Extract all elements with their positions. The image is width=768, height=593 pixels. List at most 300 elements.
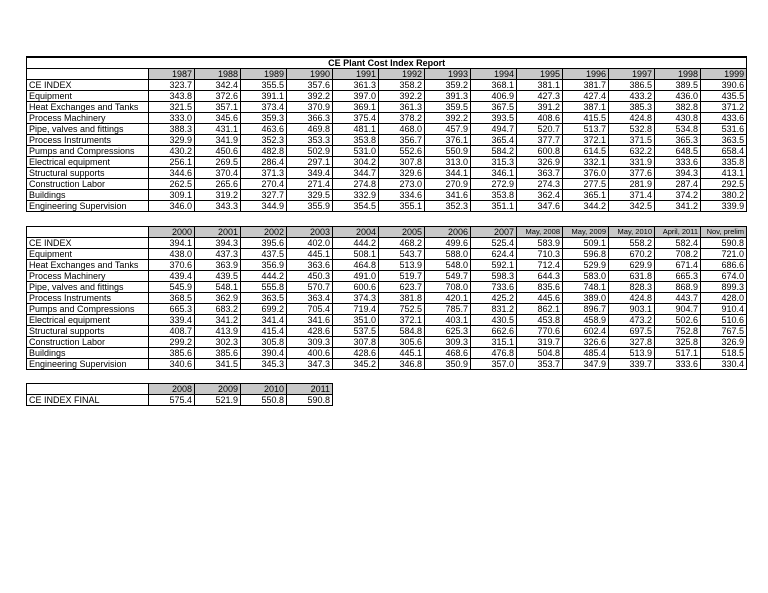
column-header: 1989 [241,69,287,80]
table-row [27,179,747,190]
data-cell: 389.5 [655,80,701,91]
column-header: 2000 [149,227,195,238]
data-cell: 752.8 [655,326,701,337]
data-cell: 299.2 [149,337,195,348]
data-cell: 358.2 [379,80,425,91]
data-cell: 413.9 [195,326,241,337]
data-cell: 333.0 [149,113,195,124]
data-cell: 708.0 [425,282,471,293]
data-cell: 583.0 [563,271,609,282]
column-header: 2006 [425,227,471,238]
data-cell: 525.4 [471,238,517,249]
data-cell: 430.8 [655,113,701,124]
row-label: Pumps and Compressions [27,304,149,315]
data-cell: 304.2 [333,157,379,168]
data-cell: 424.8 [609,113,655,124]
data-cell: 600.8 [517,146,563,157]
data-cell: 347.9 [563,359,609,370]
data-cell: 710.3 [517,249,563,260]
data-cell: 534.8 [655,124,701,135]
data-cell: 513.9 [379,260,425,271]
data-cell: 381.8 [379,293,425,304]
report-title-row [27,57,747,69]
data-cell: 323.7 [149,80,195,91]
data-cell: 509.1 [563,238,609,249]
data-cell: 370.9 [287,102,333,113]
data-cell: 433.2 [609,91,655,102]
data-cell: 431.1 [195,124,241,135]
data-cell: 469.8 [287,124,333,135]
data-cell: 370.4 [195,168,241,179]
row-label: CE INDEX [27,80,149,91]
data-cell: 518.5 [701,348,747,359]
data-cell: 671.4 [655,260,701,271]
table-row [27,395,333,406]
data-cell: 502.6 [655,315,701,326]
data-cell: 309.3 [425,337,471,348]
column-header: 2008 [149,384,195,395]
column-header: May, 2010 [609,227,655,238]
data-cell: 341.5 [195,359,241,370]
data-cell: 590.8 [287,395,333,406]
column-header: 1990 [287,69,333,80]
data-cell: 353.8 [333,135,379,146]
data-cell: 548.1 [195,282,241,293]
data-cell: 415.4 [241,326,287,337]
data-cell: 272.9 [471,179,517,190]
data-cell: 380.2 [701,190,747,201]
data-cell: 531.0 [333,146,379,157]
data-cell: 347.3 [287,359,333,370]
data-cell: 391.1 [241,91,287,102]
report-title: CE Plant Cost Index Report [27,57,747,69]
data-cell: 896.7 [563,304,609,315]
data-cell: 445.6 [517,293,563,304]
data-cell: 378.2 [379,113,425,124]
column-header: 2007 [471,227,517,238]
data-cell: 341.2 [655,201,701,212]
data-cell: 356.7 [379,135,425,146]
data-cell: 369.1 [333,102,379,113]
row-label: Process Machinery [27,271,149,282]
data-cell: 334.6 [379,190,425,201]
data-cell: 339.9 [701,201,747,212]
row-label: Construction Labor [27,337,149,348]
row-label: Structural supports [27,168,149,179]
data-cell: 269.5 [195,157,241,168]
header-blank-cell [27,69,149,80]
data-cell: 903.1 [609,304,655,315]
data-cell: 468.6 [425,348,471,359]
data-cell: 520.7 [517,124,563,135]
data-cell: 345.3 [241,359,287,370]
data-cell: 582.4 [655,238,701,249]
data-cell: 438.0 [149,249,195,260]
data-cell: 648.5 [655,146,701,157]
data-cell: 359.2 [425,80,471,91]
row-label: Engineering Supervision [27,201,149,212]
data-cell: 373.4 [241,102,287,113]
data-cell: 262.5 [149,179,195,190]
data-cell: 292.5 [701,179,747,190]
data-cell: 327.7 [241,190,287,201]
data-cell: 481.1 [333,124,379,135]
data-cell: 327.8 [609,337,655,348]
data-cell: 904.7 [655,304,701,315]
data-cell: 491.0 [333,271,379,282]
data-cell: 351.0 [333,315,379,326]
column-header: 1996 [563,69,609,80]
data-cell: 388.3 [149,124,195,135]
data-cell: 315.3 [471,157,517,168]
data-cell: 362.4 [517,190,563,201]
data-cell: 624.4 [471,249,517,260]
data-cell: 623.7 [379,282,425,293]
data-cell: 305.8 [241,337,287,348]
data-cell: 402.0 [287,238,333,249]
data-cell: 453.8 [517,315,563,326]
data-cell: 439.4 [149,271,195,282]
data-cell: 548.0 [425,260,471,271]
data-cell: 307.8 [333,337,379,348]
row-label: Pipe, valves and fittings [27,124,149,135]
data-cell: 457.9 [425,124,471,135]
data-cell: 785.7 [425,304,471,315]
data-cell: 631.8 [609,271,655,282]
data-cell: 427.3 [517,91,563,102]
data-cell: 862.1 [517,304,563,315]
data-cell: 513.7 [563,124,609,135]
data-cell: 555.8 [241,282,287,293]
data-cell: 350.9 [425,359,471,370]
header-row [27,69,747,80]
data-cell: 644.3 [517,271,563,282]
data-cell: 391.3 [425,91,471,102]
data-cell: 444.2 [241,271,287,282]
data-cell: 357.0 [471,359,517,370]
data-cell: 697.5 [609,326,655,337]
data-cell: 365.3 [655,135,701,146]
data-cell: 326.6 [563,337,609,348]
data-cell: 365.1 [563,190,609,201]
data-cell: 368.5 [149,293,195,304]
data-cell: 363.7 [517,168,563,179]
table-row [27,146,747,157]
table-row [27,359,747,370]
data-cell: 583.9 [517,238,563,249]
data-cell: 550.8 [241,395,287,406]
data-cell: 355.1 [379,201,425,212]
data-cell: 372.1 [379,315,425,326]
data-cell: 381.1 [517,80,563,91]
data-cell: 376.1 [425,135,471,146]
table-row [27,271,747,282]
data-cell: 341.4 [241,315,287,326]
data-cell: 552.6 [379,146,425,157]
column-header: May, 2009 [563,227,609,238]
data-cell: 309.3 [287,337,333,348]
data-cell: 286.4 [241,157,287,168]
data-cell: 344.7 [333,168,379,179]
data-cell: 468.2 [379,238,425,249]
column-header: 1994 [471,69,517,80]
data-cell: 450.6 [195,146,241,157]
data-cell: 332.1 [563,157,609,168]
data-cell: 363.5 [241,293,287,304]
row-label: Process Instruments [27,135,149,146]
data-cell: 281.9 [609,179,655,190]
column-header: 2002 [241,227,287,238]
table-row [27,113,747,124]
data-cell: 270.4 [241,179,287,190]
data-cell: 347.6 [517,201,563,212]
column-header: 1991 [333,69,379,80]
row-label: Heat Exchanges and Tanks [27,260,149,271]
data-cell: 408.6 [517,113,563,124]
data-cell: 371.5 [609,135,655,146]
data-cell: 494.7 [471,124,517,135]
data-cell: 767.5 [701,326,747,337]
data-cell: 357.6 [287,80,333,91]
data-cell: 708.2 [655,249,701,260]
column-header: 2010 [241,384,287,395]
data-cell: 370.6 [149,260,195,271]
data-cell: 331.9 [609,157,655,168]
column-header: 1995 [517,69,563,80]
data-cell: 326.9 [517,157,563,168]
data-cell: 437.3 [195,249,241,260]
data-cell: 598.3 [471,271,517,282]
data-cell: 385.3 [609,102,655,113]
data-cell: 549.7 [425,271,471,282]
data-cell: 392.2 [379,91,425,102]
data-cell: 270.9 [425,179,471,190]
data-cell: 333.6 [655,157,701,168]
data-cell: 674.0 [701,271,747,282]
data-cell: 550.9 [425,146,471,157]
data-cell: 482.8 [241,146,287,157]
column-header: 1998 [655,69,701,80]
data-cell: 392.2 [425,113,471,124]
data-cell: 570.7 [287,282,333,293]
cost-index-table-1987-1999 [26,56,747,212]
data-cell: 502.9 [287,146,333,157]
data-cell: 428.6 [333,348,379,359]
data-cell: 390.6 [701,80,747,91]
data-cell: 305.6 [379,337,425,348]
data-cell: 354.5 [333,201,379,212]
table-row [27,157,747,168]
header-row [27,227,747,238]
data-cell: 532.8 [609,124,655,135]
data-cell: 529.9 [563,260,609,271]
row-label: Buildings [27,190,149,201]
data-cell: 321.5 [149,102,195,113]
table-row [27,282,747,293]
data-cell: 363.9 [195,260,241,271]
data-cell: 345.6 [195,113,241,124]
data-cell: 374.3 [333,293,379,304]
header-row [27,384,333,395]
row-label: Pumps and Compressions [27,146,149,157]
data-cell: 346.8 [379,359,425,370]
data-cell: 721.0 [701,249,747,260]
row-label: Heat Exchanges and Tanks [27,102,149,113]
data-cell: 352.3 [425,201,471,212]
data-cell: 382.8 [655,102,701,113]
data-cell: 519.7 [379,271,425,282]
data-cell: 537.5 [333,326,379,337]
data-cell: 274.8 [333,179,379,190]
data-cell: 385.6 [195,348,241,359]
data-cell: 733.6 [471,282,517,293]
data-cell: 625.3 [425,326,471,337]
data-cell: 719.4 [333,304,379,315]
data-cell: 376.0 [563,168,609,179]
data-cell: 374.2 [655,190,701,201]
table-row [27,304,747,315]
data-cell: 712.4 [517,260,563,271]
data-cell: 389.0 [563,293,609,304]
column-header: 1997 [609,69,655,80]
data-cell: 391.2 [517,102,563,113]
data-cell: 430.5 [471,315,517,326]
data-cell: 345.2 [333,359,379,370]
data-cell: 344.2 [563,201,609,212]
data-cell: 427.4 [563,91,609,102]
row-label: Buildings [27,348,149,359]
data-cell: 381.7 [563,80,609,91]
data-cell: 371.4 [609,190,655,201]
data-cell: 424.8 [609,293,655,304]
row-label: Electrical equipment [27,315,149,326]
data-cell: 287.4 [655,179,701,190]
data-cell: 543.7 [379,249,425,260]
data-cell: 313.0 [425,157,471,168]
data-cell: 355.5 [241,80,287,91]
data-cell: 329.9 [149,135,195,146]
data-cell: 341.6 [425,190,471,201]
data-cell: 476.8 [471,348,517,359]
data-cell: 835.6 [517,282,563,293]
table-row [27,80,747,91]
data-cell: 265.6 [195,179,241,190]
data-cell: 362.9 [195,293,241,304]
data-cell: 340.6 [149,359,195,370]
column-header: 2011 [287,384,333,395]
table-row [27,293,747,304]
data-cell: 458.9 [563,315,609,326]
data-cell: 351.1 [471,201,517,212]
table-row [27,190,747,201]
row-label: Process Instruments [27,293,149,304]
row-label: Equipment [27,91,149,102]
data-cell: 686.6 [701,260,747,271]
data-cell: 665.3 [149,304,195,315]
row-label: CE INDEX FINAL [27,395,149,406]
data-cell: 705.4 [287,304,333,315]
data-cell: 357.1 [195,102,241,113]
data-cell: 387.1 [563,102,609,113]
column-header: 1999 [701,69,747,80]
data-cell: 366.3 [287,113,333,124]
column-header: 2001 [195,227,241,238]
data-cell: 319.2 [195,190,241,201]
data-cell: 325.8 [655,337,701,348]
data-cell: 699.2 [241,304,287,315]
data-cell: 445.1 [379,348,425,359]
data-cell: 343.8 [149,91,195,102]
data-cell: 394.3 [195,238,241,249]
data-cell: 390.4 [241,348,287,359]
table-row [27,249,747,260]
table-row [27,168,747,179]
data-cell: 277.5 [563,179,609,190]
data-cell: 359.3 [241,113,287,124]
data-cell: 395.6 [241,238,287,249]
column-header: 2005 [379,227,425,238]
data-cell: 343.3 [195,201,241,212]
data-cell: 752.5 [379,304,425,315]
data-cell: 361.3 [333,80,379,91]
data-cell: 271.4 [287,179,333,190]
table-row [27,337,747,348]
data-cell: 658.4 [701,146,747,157]
data-cell: 346.1 [471,168,517,179]
data-cell: 372.1 [563,135,609,146]
column-header: April, 2011 [655,227,701,238]
data-cell: 910.4 [701,304,747,315]
data-cell: 400.6 [287,348,333,359]
data-cell: 445.1 [287,249,333,260]
data-cell: 665.3 [655,271,701,282]
data-cell: 365.4 [471,135,517,146]
table-row [27,91,747,102]
data-cell: 508.1 [333,249,379,260]
data-cell: 428.0 [701,293,747,304]
data-cell: 368.1 [471,80,517,91]
row-label: Equipment [27,249,149,260]
data-cell: 339.4 [149,315,195,326]
column-header: 1993 [425,69,471,80]
ce-index-final-table [26,383,333,406]
data-cell: 315.1 [471,337,517,348]
data-cell: 433.6 [701,113,747,124]
data-cell: 629.9 [609,260,655,271]
column-header: Nov, prelim [701,227,747,238]
data-cell: 406.9 [471,91,517,102]
data-cell: 329.5 [287,190,333,201]
data-cell: 326.9 [701,337,747,348]
data-cell: 499.6 [425,238,471,249]
data-cell: 339.7 [609,359,655,370]
data-cell: 372.6 [195,91,241,102]
data-cell: 444.2 [333,238,379,249]
data-cell: 386.5 [609,80,655,91]
header-blank-cell [27,227,149,238]
data-cell: 363.4 [287,293,333,304]
data-cell: 588.0 [425,249,471,260]
data-cell: 352.3 [241,135,287,146]
data-cell: 377.6 [609,168,655,179]
data-cell: 430.2 [149,146,195,157]
row-label: Structural supports [27,326,149,337]
data-cell: 377.7 [517,135,563,146]
data-cell: 397.0 [333,91,379,102]
data-cell: 443.7 [655,293,701,304]
data-cell: 531.6 [701,124,747,135]
table-row [27,315,747,326]
